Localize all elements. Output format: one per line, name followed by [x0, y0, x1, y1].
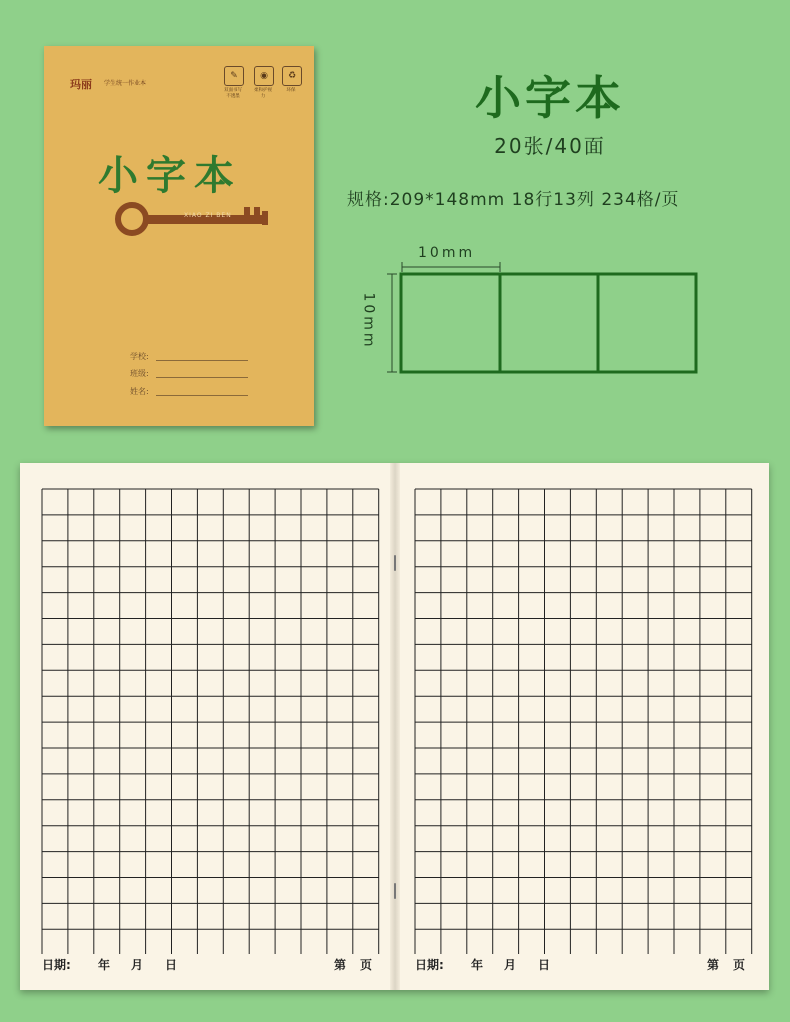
class-label: 班级: [130, 369, 149, 378]
brand-logo: 玛丽 [70, 78, 92, 91]
grid-left [41, 488, 381, 954]
eye-icon: ◉ [254, 66, 274, 86]
date-label: 日期: [42, 958, 71, 972]
key-icon [114, 201, 274, 237]
staple-bottom [394, 883, 396, 899]
open-notebook [20, 463, 769, 990]
key-text: XIAO ZI BEN [184, 212, 232, 219]
month-label: 月 [504, 958, 517, 972]
badge-caption: 柔和护视力 [254, 88, 272, 99]
brand-subtitle: 学生统一作业本 [104, 80, 147, 87]
year-label: 年 [98, 958, 111, 972]
page-label: 第 [334, 958, 347, 972]
right-page [394, 463, 769, 990]
left-page [20, 463, 394, 990]
product-subtitle: 20张/40面 [494, 134, 606, 158]
width-label: 10mm [418, 245, 476, 261]
diagram-drawing [360, 240, 705, 380]
badge-caption: 环保 [286, 88, 296, 93]
height-label: 10mm [360, 292, 377, 350]
cover-title: 小字本 [98, 152, 242, 199]
badge-caption: 双面书写不透墨 [224, 88, 242, 99]
notebook-cover [44, 46, 314, 426]
recycle-icon: ♻ [282, 66, 302, 86]
page-unit-label: 页 [360, 958, 373, 972]
date-label: 日期: [415, 958, 444, 972]
class-line [156, 377, 248, 378]
name-line [156, 395, 248, 396]
day-label: 日 [538, 958, 551, 972]
month-label: 月 [131, 958, 144, 972]
staple-top [394, 555, 396, 571]
name-label: 姓名: [130, 387, 149, 396]
pen-icon: ✎ [224, 66, 244, 86]
product-title: 小字本 [475, 71, 625, 125]
page-unit-label: 页 [733, 958, 746, 972]
page-label: 第 [707, 958, 720, 972]
product-spec: 规格:209*148mm 18行13列 234格/页 [347, 190, 680, 210]
notebook-spine [390, 463, 400, 990]
grid-right [414, 488, 754, 954]
day-label: 日 [165, 958, 178, 972]
school-label: 学校: [130, 352, 149, 361]
school-line [156, 360, 248, 361]
year-label: 年 [471, 958, 484, 972]
